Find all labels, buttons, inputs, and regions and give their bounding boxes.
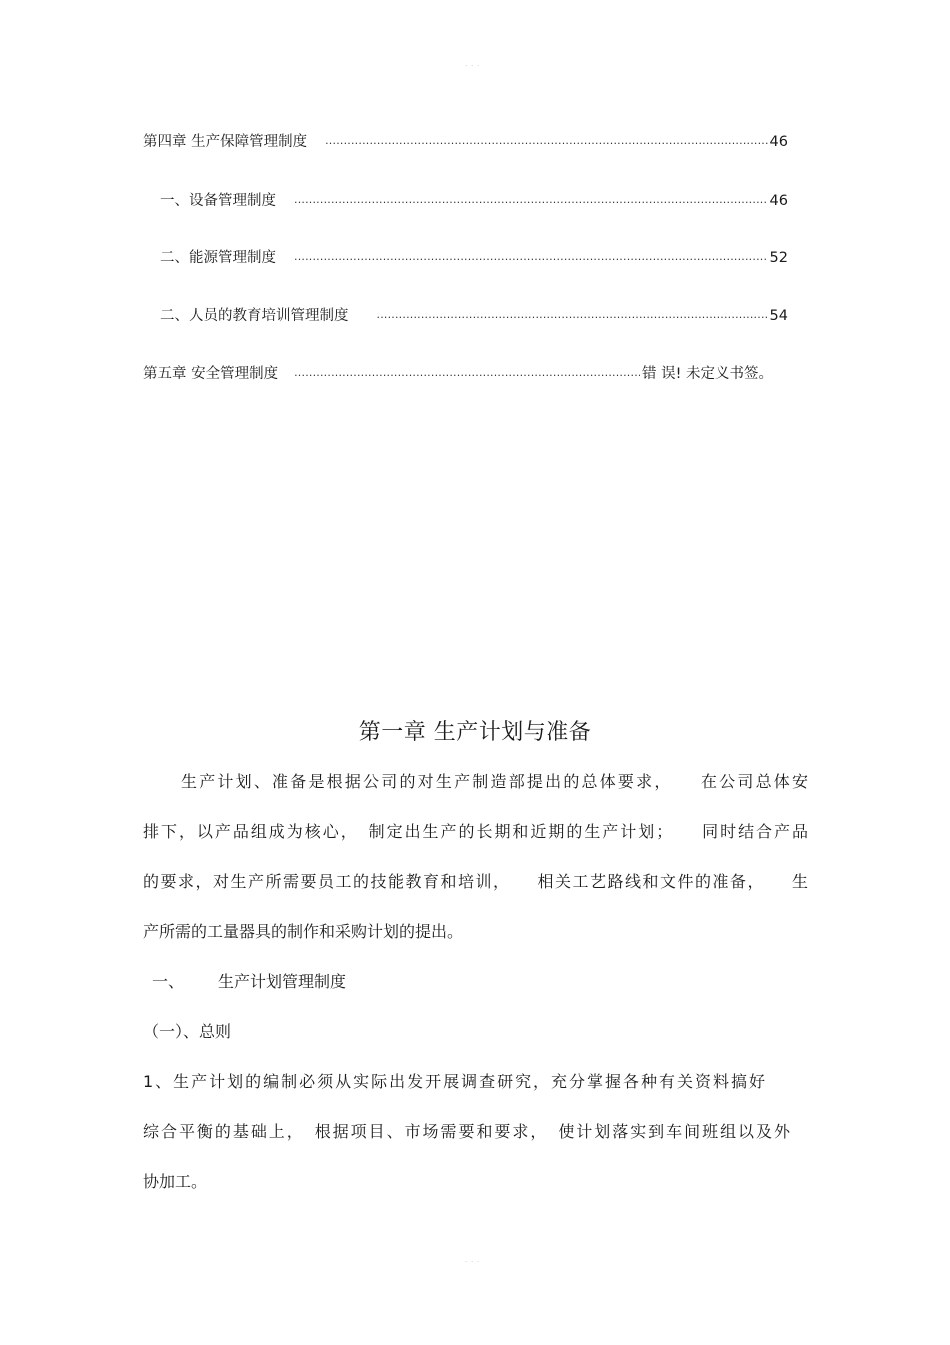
clause-line-1: 1、生产计划的编制必须从实际出发开展调查研究，充分掌握各种有关资料搞好 <box>143 1072 765 1091</box>
toc-page-number: 52 <box>769 250 788 266</box>
toc-entry-energy[interactable] <box>160 249 788 267</box>
intro-line-1: 生产计划、准备是根据公司的对生产制造部提出的总体要求， 在公司总体安 <box>181 772 808 791</box>
toc-entry-training[interactable] <box>160 307 788 325</box>
page-footer-mark: - - - <box>465 1258 481 1265</box>
toc-bookmark-error: 错 误! 未定义书签。 <box>641 366 773 382</box>
section-title: 生产计划管理制度 <box>218 972 347 991</box>
toc-page-number: 46 <box>769 193 788 209</box>
clause-line-2: 综合平衡的基础上， 根据项目、市场需要和要求， 使计划落实到车间班组以及外 <box>143 1122 790 1141</box>
toc-entry-title: 第五章 安全管理制度 <box>143 366 279 382</box>
section-number: 一、 <box>152 972 185 991</box>
intro-line-3: 的要求，对生产所需要员工的技能教育和培训， 相关工艺路线和文件的准备， 生 <box>143 872 808 891</box>
section-heading <box>152 970 346 994</box>
toc-entry-title: 一、设备管理制度 <box>160 193 276 209</box>
chapter-title: 第一章 生产计划与准备 <box>358 720 592 745</box>
page-header-mark: - - - <box>465 62 481 69</box>
toc-leader-dots <box>325 133 767 151</box>
toc-leader-dots <box>294 365 640 383</box>
toc-entry-title: 二、能源管理制度 <box>160 250 276 266</box>
subsection-heading: （一）、总则 <box>143 1022 232 1041</box>
toc-entry-chapter-5[interactable] <box>143 365 773 383</box>
toc-page-number: 54 <box>769 308 788 324</box>
toc-entry-chapter-4[interactable] <box>143 133 788 151</box>
toc-leader-dots <box>294 249 768 267</box>
toc-entry-title: 二、人员的教育培训管理制度 <box>160 308 349 324</box>
toc-page-number: 46 <box>769 134 788 150</box>
toc-leader-dots <box>377 307 768 325</box>
intro-line-2: 排下，以产品组成为核心， 制定出生产的长期和近期的生产计划； 同时结合产品 <box>143 822 808 841</box>
toc-leader-dots <box>294 192 768 210</box>
toc-entry-equipment[interactable] <box>160 192 788 210</box>
clause-line-3: 协加工。 <box>143 1172 208 1191</box>
toc-entry-title: 第四章 生产保障管理制度 <box>143 134 308 150</box>
intro-line-4: 产所需的工量器具的制作和采购计划的提出。 <box>143 922 464 941</box>
